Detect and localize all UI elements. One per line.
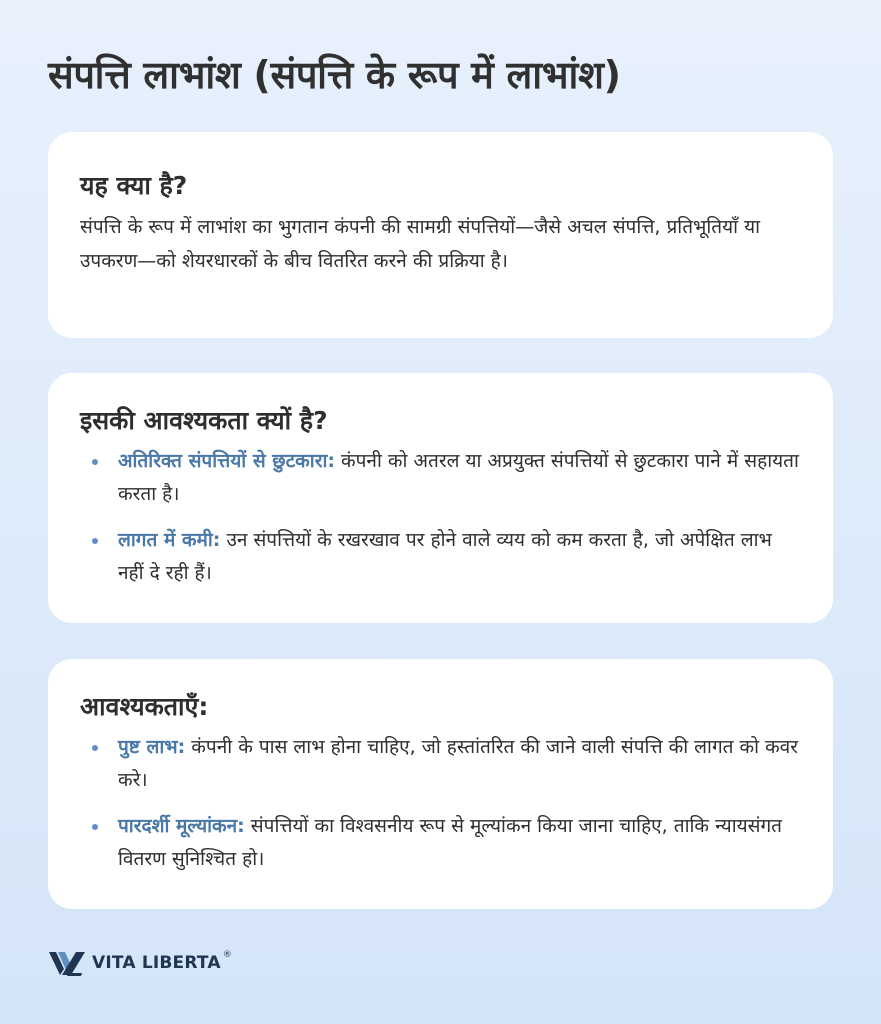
why-needed-heading: इसकी आवश्यकता क्यों है?	[80, 406, 328, 435]
why-needed-list	[80, 445, 799, 590]
requirements-list	[80, 731, 799, 876]
point-term: पुष्ट लाभ:	[118, 736, 186, 758]
brand-logo	[48, 948, 232, 978]
registered-mark: ®	[222, 950, 232, 960]
point-text: संपत्तियों का विश्वसनीय रूप से मूल्यांकन किया जाना चाहिए, ताकि न्यायसंगत वितरण सुनिश्चित हो।	[118, 815, 783, 870]
bullet-dot-icon	[92, 459, 98, 465]
bullet-dot-icon	[92, 538, 98, 544]
bullet-dot-icon	[92, 824, 98, 830]
list-item	[80, 524, 799, 590]
brand-name: VITA LIBERTA	[92, 953, 221, 973]
what-is-it-text: संपत्ति के रूप में लाभांश का भुगतान कंपनी की सामग्री संपत्तियों—जैसे अचल संपत्ति, प्रतिभूतियाँ या उपकरण—को शेयरधारकों के बीच वितरित करने की प्रक्रिया है।	[80, 216, 761, 272]
point-text: उन संपत्तियों के रखरखाव पर होने वाले व्यय को कम करता है, जो अपेक्षित लाभ नहीं दे रही हैं।	[118, 529, 772, 584]
list-item	[80, 731, 799, 797]
page-title: संपत्ति लाभांश (संपत्ति के रूप में लाभांश)	[48, 53, 621, 97]
requirements-heading: आवश्यकताएँ:	[80, 692, 209, 721]
point-term: लागत में कमी:	[118, 529, 221, 551]
bullet-dot-icon	[92, 745, 98, 751]
point-text: कंपनी के पास लाभ होना चाहिए, जो हस्तांतरित की जाने वाली संपत्ति की लागत को कवर करे।	[118, 736, 799, 791]
vita-liberta-logo-icon	[48, 949, 86, 977]
point-term: अतिरिक्त संपत्तियों से छुटकारा:	[118, 450, 335, 472]
point-term: पारदर्शी मूल्यांकन:	[118, 815, 245, 837]
why-needed-card	[48, 373, 833, 623]
requirements-card	[48, 659, 833, 909]
point-text: कंपनी को अतरल या अप्रयुक्त संपत्तियों से छुटकारा पाने में सहायता करता है।	[118, 450, 799, 505]
what-is-it-card	[48, 132, 833, 338]
list-item	[80, 810, 799, 876]
list-item	[80, 445, 799, 511]
what-is-it-heading: यह क्या है?	[80, 171, 188, 200]
